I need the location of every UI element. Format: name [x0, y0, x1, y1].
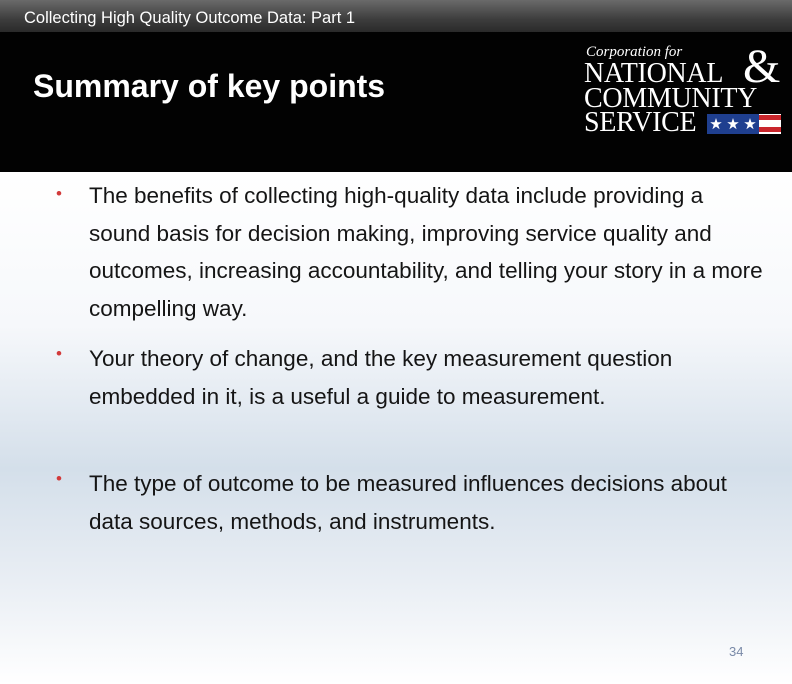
key-point-text: The type of outcome to be measured influences decisions about data sources, methods, and instruments.	[89, 471, 727, 534]
course-title-bar	[0, 0, 792, 32]
logo-ampersand: &	[743, 40, 781, 93]
cncs-logo	[584, 42, 784, 138]
logo-service-text: SERVICE	[584, 107, 697, 138]
flag-stars-icon	[707, 114, 781, 134]
logo-corporation-text: Corporation for	[586, 44, 683, 60]
key-point-text: The benefits of collecting high-quality data include providing a sound basis for decision making, improving service quality and outcomes, increasing accountability, and telling your story in a more compelling way.	[89, 183, 763, 321]
course-title: Collecting High Quality Outcome Data: Part 1	[24, 9, 356, 27]
key-point-text: Your theory of change, and the key measurement question embedded in it, is a useful a guide to measurement.	[89, 346, 673, 409]
bullet: •	[56, 344, 62, 363]
page-number: 34	[729, 644, 744, 659]
bullet: •	[56, 469, 62, 488]
logo-community-text: COMMUNITY	[584, 83, 758, 114]
logo-national-text: NATIONAL	[584, 58, 724, 89]
slide-title: Summary of key points	[33, 68, 386, 104]
bullet: •	[56, 184, 62, 203]
